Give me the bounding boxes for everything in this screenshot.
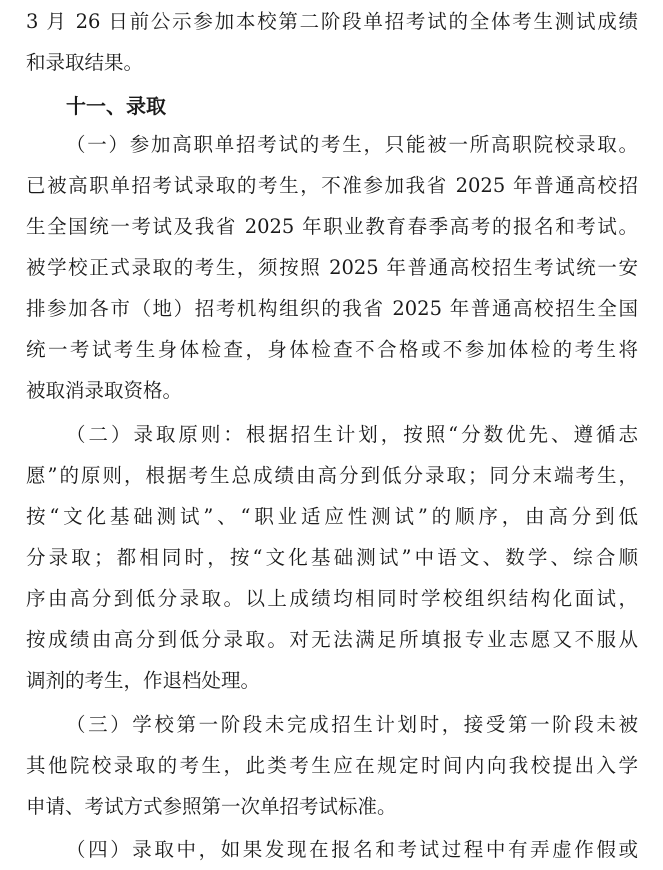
para1-line-5: 排参加各市（地）招考机构组织的我省 2025 年普通高校招生全国 <box>26 297 638 320</box>
para1-line-7: 被取消录取资格。 <box>26 379 183 402</box>
para1-line-2: 已被高职单招考试录取的考生，不准参加我省 2025 年普通高校招 <box>26 174 638 197</box>
para1-line-1: （一）参加高职单招考试的考生，只能被一所高职院校录取。 <box>66 133 638 156</box>
para1-line-3: 生全国统一考试及我省 2025 年职业教育春季高考的报名和考试。 <box>26 215 638 238</box>
para1-line-4: 被学校正式录取的考生，须按照 2025 年普通高校招生考试统一安 <box>26 256 638 279</box>
para3-line-1: （三）学校第一阶段未完成招生计划时，接受第一阶段未被 <box>66 713 638 736</box>
intro-line-1: 3 月 26 日前公示参加本校第二阶段单招考试的全体考生测试成绩 <box>26 10 638 33</box>
para2-line-4: 分录取；都相同时，按“文化基础测试”中语文、数学、综合顺 <box>26 546 638 569</box>
section-title: 十一、录取 <box>66 94 166 118</box>
para2-line-6: 按成绩由高分到低分录取。对无法满足所填报专业志愿又不服从 <box>26 628 638 651</box>
para3-line-3: 申请、考试方式参照第一次单招考试标准。 <box>26 795 397 818</box>
para2-line-2: 愿”的原则，根据考生总成绩由高分到低分录取；同分末端考生， <box>26 464 638 487</box>
para3-line-2: 其他院校录取的考生，此类考生应在规定时间内向我校提出入学 <box>26 754 638 777</box>
para2-line-5: 序由高分到低分录取。以上成绩均相同时学校组织结构化面试， <box>26 587 638 610</box>
para4-line-1: （四）录取中，如果发现在报名和考试过程中有弄虚作假或 <box>66 838 638 861</box>
intro-line-2: 和录取结果。 <box>26 51 144 74</box>
para2-line-3: 按“文化基础测试”、“职业适应性测试”的顺序，由高分到低 <box>26 505 638 528</box>
para2-line-7: 调剂的考生，作退档处理。 <box>26 669 261 692</box>
para2-line-1: （二）录取原则：根据招生计划，按照“分数优先、遵循志 <box>66 423 638 446</box>
para1-line-6: 统一考试考生身体检查，身体检查不合格或不参加体检的考生将 <box>26 338 638 361</box>
